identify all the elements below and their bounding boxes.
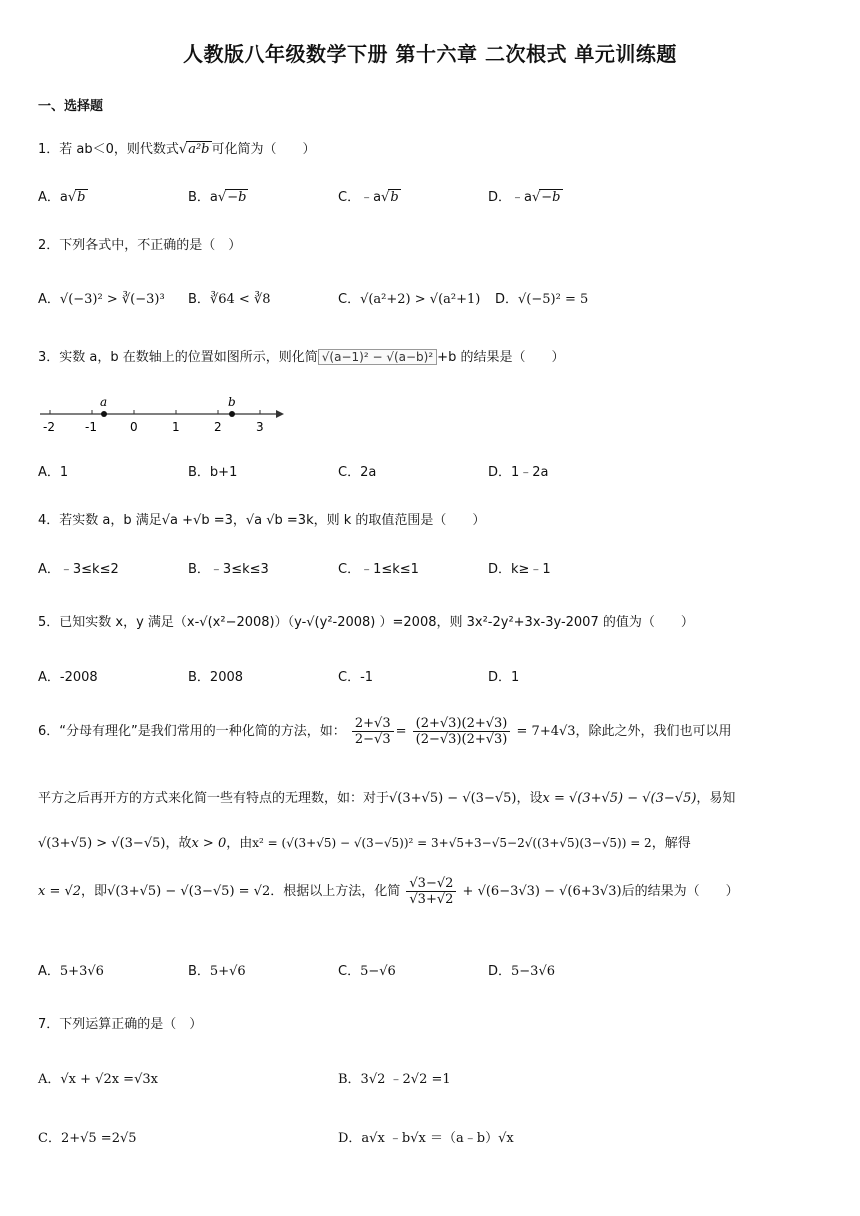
question-3: 3．实数 a，b 在数轴上的位置如图所示，则化简 √(a−1)² − √(a−b)² +b 的结果是（ ） xyxy=(38,350,565,365)
q6-option-d[interactable]: D．5−3√6 xyxy=(488,964,556,979)
q6-option-a[interactable]: A．5+3√6 xyxy=(38,964,104,979)
point-b-dot xyxy=(229,411,235,417)
axis-tick-label: 3 xyxy=(256,420,264,434)
q4-option-c[interactable]: C．﹣1≤k≤1 xyxy=(338,562,419,577)
q1-option-c[interactable]: C．﹣a√b xyxy=(338,190,399,205)
q7-option-a[interactable]: A．√x + √2x =√3x xyxy=(38,1072,158,1087)
question-1: 1．若 ab＜0，则代数式√a²b 可化简为（ ） xyxy=(38,142,316,157)
q5-option-b[interactable]: B．2008 xyxy=(188,670,244,685)
q1-option-a[interactable]: A．a√b xyxy=(38,190,86,205)
q3-option-d[interactable]: D．1﹣2a xyxy=(488,465,549,480)
question-4: 4．若实数 a，b 满足√a +√b =3，√a √b =3k，则 k 的取值范围是（ ） xyxy=(38,513,486,528)
axis-tick-label: -2 xyxy=(43,420,55,434)
q2-option-b[interactable]: B．∛64 < ∛8 xyxy=(188,292,271,307)
question-5: 5．已知实数 x，y 满足（x-√(x²−2008)）（y-√(y²-2008) ）=2008，则 3x²-2y²+3x-3y-2007 的值为（ ） xyxy=(38,615,694,630)
q5-option-d[interactable]: D．1 xyxy=(488,670,520,685)
question-6-line-3: √(3+√5) > √(3−√5)，故x > 0，由x² = (√(3+√5) − √(3−√5))² = 3+√5+3−√5−2√((3+√5)(3−√5)) = 2，解得 xyxy=(38,836,691,851)
q6-option-b[interactable]: B．5+√6 xyxy=(188,964,246,979)
page-title: 人教版八年级数学下册 第十六章 二次根式 单元训练题 xyxy=(183,42,677,66)
q2-option-a[interactable]: A．√(−3)² > ∛(−3)³ xyxy=(38,292,165,307)
axis-tick-label: 1 xyxy=(172,420,180,434)
number-line xyxy=(38,394,288,436)
q5-option-c[interactable]: C．-1 xyxy=(338,670,374,685)
q4-option-a[interactable]: A．﹣3≤k≤2 xyxy=(38,562,119,577)
q3-option-b[interactable]: B．b+1 xyxy=(188,465,238,480)
question-6-line-1: 6．“分母有理化”是我们常用的一种化简的方法，如： $\frac{2+√3}{2-√3}$ = $\frac{(2+√3)(2+√3)}{(2-√3)(2+√3)}$ = 7+4√3，除此之外，我们也可以用 xyxy=(38,716,732,747)
question-7: 7．下列运算正确的是（ ） xyxy=(38,1017,203,1032)
q1-option-b[interactable]: B．a√−b xyxy=(188,190,247,205)
q2-option-d[interactable]: D．√(−5)² = 5 xyxy=(495,292,589,307)
point-b-label: b xyxy=(228,395,236,409)
q4-option-b[interactable]: B．﹣3≤k≤3 xyxy=(188,562,269,577)
point-a-label: a xyxy=(100,395,108,409)
q3-expression: √(a−1)² − √(a−b)² xyxy=(318,349,437,365)
question-2: 2．下列各式中，不正确的是（ ） xyxy=(38,238,242,253)
section-heading: 一、选择题 xyxy=(38,99,104,114)
axis-tick-label: 2 xyxy=(214,420,222,434)
q3-option-c[interactable]: C．2a xyxy=(338,465,377,480)
point-a-dot xyxy=(101,411,107,417)
q3-option-a[interactable]: A．1 xyxy=(38,465,69,480)
q6-option-c[interactable]: C．5−√6 xyxy=(338,964,396,979)
q5-option-a[interactable]: A．-2008 xyxy=(38,670,98,685)
q7-option-b[interactable]: B．3√2 ﹣2√2 =1 xyxy=(338,1072,451,1087)
q1-option-d[interactable]: D．﹣a√−b xyxy=(488,190,561,205)
axis-tick-label: 0 xyxy=(130,420,138,434)
q7-option-d[interactable]: D．a√x ﹣b√x ＝（a﹣b）√x xyxy=(338,1131,514,1146)
q7-option-c[interactable]: C．2+√5 =2√5 xyxy=(38,1131,137,1146)
q1-expression: a²b xyxy=(188,142,210,157)
axis-tick-label: -1 xyxy=(85,420,97,434)
q4-option-d[interactable]: D．k≥﹣1 xyxy=(488,562,551,577)
q2-option-c[interactable]: C．√(a²+2) > √(a²+1) xyxy=(338,292,481,307)
question-6-line-4: x = √2，即√(3+√5) − √(3−√5) = √2．根据以上方法，化简 $\frac{√3-√2}{√3+√2}$ + √(6−3√3) − √(6+3√3)后的结果为（ ） xyxy=(38,876,739,907)
question-6-line-2: 平方之后再开方的方式来化简一些有特点的无理数，如：对于√(3+√5) − √(3−√5)，设x = √(3+√5) − √(3−√5)，易知 xyxy=(38,791,736,806)
